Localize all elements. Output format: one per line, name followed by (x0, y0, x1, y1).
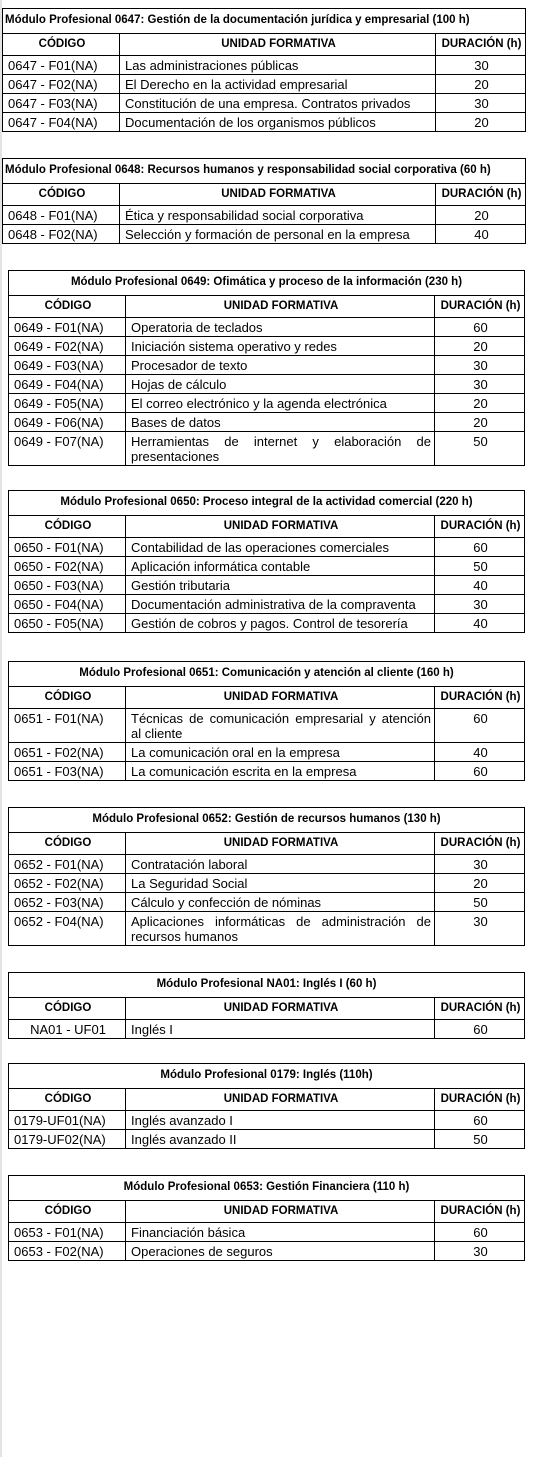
unit-code: 0652 - F04(NA) (9, 912, 126, 946)
module-table (8, 661, 525, 781)
unit-code: 0653 - F01(NA) (9, 1223, 126, 1242)
unit-name: Contabilidad de las operaciones comerciales (126, 538, 435, 557)
module-title: Módulo Profesional 0652: Gestión de recursos humanos (130 h) (9, 808, 525, 833)
unit-name: Hojas de cálculo (126, 375, 435, 394)
unit-hours: 50 (434, 557, 524, 576)
module-title-row (9, 271, 525, 296)
table-row (9, 893, 525, 912)
unit-name: Iniciación sistema operativo y redes (126, 337, 435, 356)
unit-code: 0649 - F04(NA) (9, 375, 126, 394)
module-title-row (9, 1176, 525, 1201)
unit-hours: 60 (435, 1111, 525, 1130)
column-header-row (3, 34, 526, 56)
table-row (9, 1020, 525, 1039)
table-row (9, 413, 525, 432)
unit-hours: 30 (434, 595, 524, 614)
column-header-codigo: CÓDIGO (3, 184, 120, 206)
unit-code: 0648 - F02(NA) (3, 225, 120, 244)
column-header-row (9, 1089, 525, 1111)
module-title-row (9, 1064, 525, 1089)
unit-hours: 20 (435, 113, 525, 132)
unit-code: 0652 - F01(NA) (9, 855, 126, 874)
unit-name: Aplicaciones informáticas de administración de recursos humanos (126, 912, 435, 946)
table-row (3, 94, 526, 113)
column-header-duracion: DURACIÓN (h) (435, 998, 525, 1020)
unit-name: Cálculo y confección de nóminas (126, 893, 435, 912)
unit-code: 0649 - F06(NA) (9, 413, 126, 432)
column-header-duracion: DURACIÓN (h) (434, 687, 524, 709)
unit-code: 0647 - F02(NA) (3, 75, 120, 94)
unit-hours: 40 (436, 225, 526, 244)
module-table (8, 270, 525, 466)
module-title: Módulo Profesional 0651: Comunicación y atención al cliente (160 h) (9, 662, 525, 687)
column-header-duracion: DURACIÓN (h) (434, 516, 524, 538)
column-header-unidad: UNIDAD FORMATIVA (126, 296, 435, 318)
table-row (9, 709, 525, 743)
unit-name: Gestión de cobros y pagos. Control de tesorería (126, 614, 435, 633)
unit-hours: 30 (435, 94, 525, 113)
column-header-duracion: DURACIÓN (h) (435, 1089, 525, 1111)
unit-hours: 40 (434, 576, 524, 595)
unit-code: 0647 - F03(NA) (3, 94, 120, 113)
unit-code: 0179-UF01(NA) (9, 1111, 126, 1130)
unit-name: Inglés avanzado II (126, 1130, 435, 1149)
unit-hours: 60 (434, 1223, 524, 1242)
unit-code: 0650 - F04(NA) (9, 595, 126, 614)
unit-hours: 50 (435, 1130, 525, 1149)
column-header-codigo: CÓDIGO (3, 34, 120, 56)
unit-hours: 60 (434, 538, 524, 557)
unit-hours: 20 (434, 874, 524, 893)
document-body (2, 8, 526, 1261)
column-header-codigo: CÓDIGO (9, 1089, 126, 1111)
table-row (9, 356, 525, 375)
unit-code: 0647 - F04(NA) (3, 113, 120, 132)
unit-hours: 50 (434, 893, 524, 912)
unit-code: 0651 - F01(NA) (9, 709, 126, 743)
table-row (9, 762, 525, 781)
unit-name: Inglés avanzado I (126, 1111, 435, 1130)
unit-name: Procesador de texto (126, 356, 435, 375)
column-header-row (9, 833, 525, 855)
column-header-codigo: CÓDIGO (9, 833, 126, 855)
table-row (9, 1111, 525, 1130)
column-header-duracion: DURACIÓN (h) (434, 833, 524, 855)
unit-hours: 60 (434, 318, 524, 337)
unit-name: Aplicación informática contable (126, 557, 435, 576)
module-title: Módulo Profesional 0653: Gestión Financiera (110 h) (9, 1176, 525, 1201)
column-header-codigo: CÓDIGO (9, 296, 126, 318)
table-row (3, 225, 526, 244)
unit-code: 0179-UF02(NA) (9, 1130, 126, 1149)
unit-name: Las administraciones públicas (120, 56, 436, 75)
column-header-codigo: CÓDIGO (9, 687, 126, 709)
unit-code: 0653 - F02(NA) (9, 1242, 126, 1261)
unit-hours: 60 (435, 1020, 525, 1039)
table-row (9, 1242, 525, 1261)
column-header-row (9, 516, 525, 538)
unit-code: 0649 - F02(NA) (9, 337, 126, 356)
unit-hours: 30 (435, 56, 525, 75)
unit-hours: 50 (434, 432, 524, 466)
column-header-unidad: UNIDAD FORMATIVA (126, 833, 435, 855)
column-header-row (9, 296, 525, 318)
unit-name: Técnicas de comunicación empresarial y atención al cliente (126, 709, 435, 743)
column-header-codigo: CÓDIGO (9, 1201, 126, 1223)
column-header-unidad: UNIDAD FORMATIVA (120, 34, 436, 56)
unit-code: 0650 - F05(NA) (9, 614, 126, 633)
unit-code: 0649 - F03(NA) (9, 356, 126, 375)
table-row (3, 113, 526, 132)
column-header-unidad: UNIDAD FORMATIVA (126, 516, 435, 538)
column-header-codigo: CÓDIGO (9, 998, 126, 1020)
table-row (9, 595, 525, 614)
unit-hours: 30 (434, 912, 524, 946)
module-title-row (9, 808, 525, 833)
unit-name: El Derecho en la actividad empresarial (120, 75, 436, 94)
unit-hours: 20 (434, 394, 524, 413)
unit-name: Gestión tributaria (126, 576, 435, 595)
module-table (8, 972, 525, 1039)
unit-hours: 20 (434, 413, 524, 432)
table-row (9, 394, 525, 413)
unit-name: Inglés I (126, 1020, 435, 1039)
unit-name: Operaciones de seguros (126, 1242, 435, 1261)
unit-name: Operatoria de teclados (126, 318, 435, 337)
table-row (9, 337, 525, 356)
unit-code: 0650 - F03(NA) (9, 576, 126, 595)
table-row (3, 75, 526, 94)
module-table (8, 490, 525, 633)
unit-hours: 40 (434, 614, 524, 633)
module-table (2, 8, 526, 132)
column-header-row (9, 998, 525, 1020)
table-row (9, 912, 525, 946)
module-title: Módulo Profesional 0648: Recursos humanos y responsabilidad social corporativa (60 h) (3, 159, 526, 184)
module-title-row (9, 491, 525, 516)
table-row (9, 743, 525, 762)
unit-code: 0652 - F02(NA) (9, 874, 126, 893)
unit-hours: 20 (435, 75, 525, 94)
column-header-row (9, 687, 525, 709)
unit-code: 0650 - F01(NA) (9, 538, 126, 557)
unit-hours: 30 (434, 855, 524, 874)
module-title: Módulo Profesional 0179: Inglés (110h) (9, 1064, 525, 1089)
unit-code: 0651 - F02(NA) (9, 743, 126, 762)
table-row (9, 1130, 525, 1149)
column-header-duracion: DURACIÓN (h) (436, 184, 526, 206)
column-header-unidad: UNIDAD FORMATIVA (126, 1089, 435, 1111)
table-row (9, 576, 525, 595)
module-title-row (3, 159, 526, 184)
unit-hours: 20 (434, 337, 524, 356)
module-title: Módulo Profesional 0650: Proceso integral de la actividad comercial (220 h) (9, 491, 525, 516)
table-row (9, 855, 525, 874)
unit-hours: 40 (434, 743, 524, 762)
table-row (9, 375, 525, 394)
column-header-duracion: DURACIÓN (h) (434, 1201, 524, 1223)
unit-hours: 20 (436, 206, 526, 225)
table-row (9, 318, 525, 337)
module-table (8, 807, 525, 946)
module-title: Módulo Profesional NA01: Inglés I (60 h) (9, 973, 525, 998)
unit-name: Contratación laboral (126, 855, 435, 874)
unit-name: La Seguridad Social (126, 874, 435, 893)
column-header-unidad: UNIDAD FORMATIVA (126, 1201, 435, 1223)
table-row (9, 874, 525, 893)
unit-code: 0651 - F03(NA) (9, 762, 126, 781)
column-header-duracion: DURACIÓN (h) (434, 296, 524, 318)
unit-name: Bases de datos (126, 413, 435, 432)
module-title-row (9, 662, 525, 687)
unit-name: Ética y responsabilidad social corporativa (120, 206, 436, 225)
column-header-row (9, 1201, 525, 1223)
table-row (9, 538, 525, 557)
column-header-row (3, 184, 526, 206)
table-row (9, 614, 525, 633)
column-header-codigo: CÓDIGO (9, 516, 126, 538)
column-header-unidad: UNIDAD FORMATIVA (120, 184, 436, 206)
unit-hours: 30 (434, 1242, 524, 1261)
unit-code: 0647 - F01(NA) (3, 56, 120, 75)
unit-code: 0649 - F01(NA) (9, 318, 126, 337)
table-row (9, 557, 525, 576)
table-row (3, 206, 526, 225)
module-title-row (9, 973, 525, 998)
unit-name: Documentación de los organismos públicos (120, 113, 436, 132)
module-title: Módulo Profesional 0649: Ofimática y proceso de la información (230 h) (9, 271, 525, 296)
module-table (8, 1175, 525, 1261)
unit-name: Herramientas de internet y elaboración de presentaciones (126, 432, 435, 466)
unit-code: 0648 - F01(NA) (3, 206, 120, 225)
module-title-row (3, 9, 526, 34)
unit-hours: 60 (434, 762, 524, 781)
unit-hours: 30 (434, 356, 524, 375)
module-table (8, 1063, 525, 1149)
unit-hours: 30 (434, 375, 524, 394)
table-row (3, 56, 526, 75)
unit-code: NA01 - UF01 (9, 1020, 126, 1039)
column-header-unidad: UNIDAD FORMATIVA (126, 998, 435, 1020)
unit-code: 0649 - F05(NA) (9, 394, 126, 413)
unit-name: Financiación básica (126, 1223, 435, 1242)
unit-code: 0652 - F03(NA) (9, 893, 126, 912)
column-header-unidad: UNIDAD FORMATIVA (126, 687, 435, 709)
unit-code: 0649 - F07(NA) (9, 432, 126, 466)
unit-name: Documentación administrativa de la compraventa (126, 595, 435, 614)
column-header-duracion: DURACIÓN (h) (435, 34, 525, 56)
unit-name: Selección y formación de personal en la empresa (120, 225, 436, 244)
unit-hours: 60 (434, 709, 524, 743)
module-table (2, 158, 526, 244)
unit-code: 0650 - F02(NA) (9, 557, 126, 576)
unit-name: Constitución de una empresa. Contratos privados (120, 94, 436, 113)
module-title: Módulo Profesional 0647: Gestión de la documentación jurídica y empresarial (100 h) (3, 9, 526, 34)
table-row (9, 1223, 525, 1242)
unit-name: El correo electrónico y la agenda electrónica (126, 394, 435, 413)
unit-name: La comunicación oral en la empresa (126, 743, 435, 762)
table-row (9, 432, 525, 466)
unit-name: La comunicación escrita en la empresa (126, 762, 435, 781)
